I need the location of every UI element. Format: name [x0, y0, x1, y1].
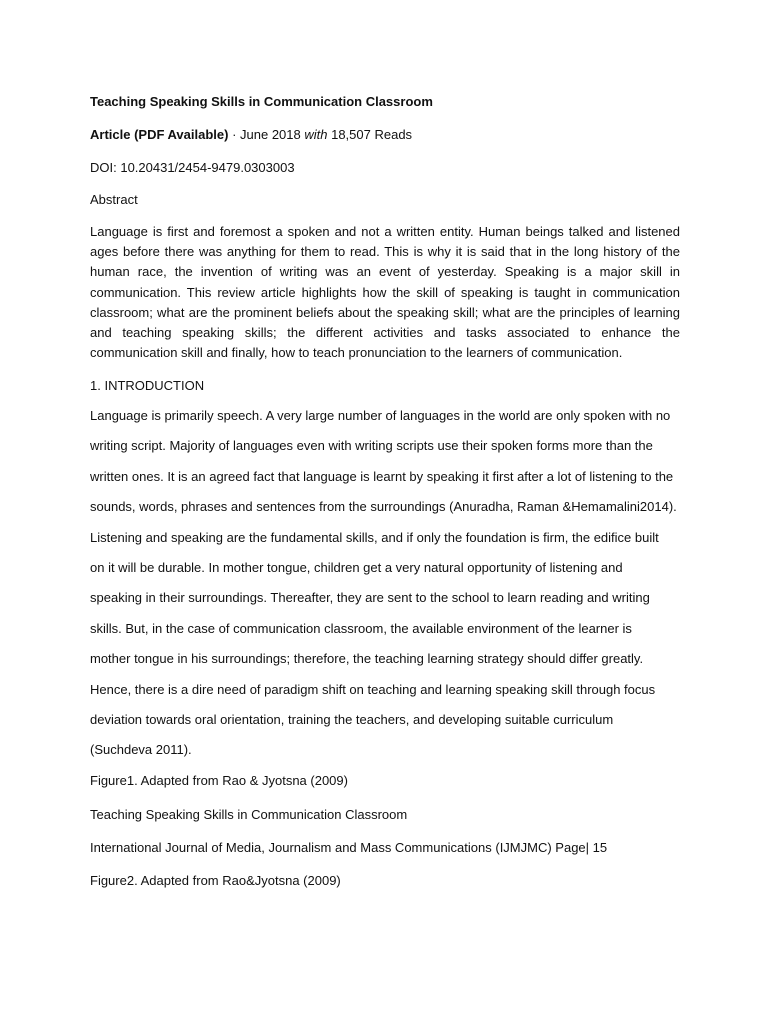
abstract-heading: Abstract [90, 192, 138, 207]
introduction-line: Listening and speaking are the fundamental skills, and if only the foundation is firm, the edifice built [90, 529, 659, 545]
introduction-line: written ones. It is an agreed fact that language is learnt by speaking it first after a lot of listening to the [90, 468, 674, 484]
abstract-text: Language is first and foremost a spoken and not a written entity. Human beings talked and listened ages before there was anything for them to read. This is why it is said that in the long history of the human race, the invention of writing was an event of yesterday. Speaking is a major skill in communication. This review article highlights how the skill of speaking is taught in communication classroom; what are the prominent beliefs about the speaking skill; what are the principles of learning and teaching speaking skills; the different activities and tasks associated to enhance the communication skill and finally, how to teach pronunciation to the learners of communication. [90, 224, 680, 361]
introduction-line: writing script. Majority of languages even with writing scripts use their spoken forms more than the [90, 438, 653, 454]
article-doi: DOI: 10.20431/2454-9479.0303003 [90, 160, 295, 175]
introduction-line: deviation towards oral orientation, training the teachers, and developing suitable curriculum [90, 711, 614, 727]
figure2-caption: Figure2. Adapted from Rao&Jyotsna (2009) [90, 873, 341, 888]
introduction-heading: 1. INTRODUCTION [90, 378, 205, 393]
article-reads: 18,507 Reads [327, 127, 413, 142]
introduction-line: Language is primarily speech. A very large number of languages in the world are only spoken with no [90, 408, 671, 423]
journal-footer: International Journal of Media, Journalism and Mass Communications (IJMJMC) Page| 15 [90, 840, 608, 855]
introduction-line: Hence, there is a dire need of paradigm shift on teaching and learning speaking skill through focus [90, 681, 656, 697]
introduction-line: mother tongue in his surroundings; therefore, the teaching learning strategy should differ greatly. [90, 651, 644, 667]
article-type: Article (PDF Available) [90, 127, 229, 142]
introduction-line: sounds, words, phrases and sentences from the surroundings (Anuradha, Raman &Hemamalini2014). [90, 499, 677, 515]
introduction-line: on it will be durable. In mother tongue, children get a very natural opportunity of listening and [90, 559, 623, 575]
article-with: with [304, 127, 328, 142]
article-title: Teaching Speaking Skills in Communication Classroom [90, 94, 433, 109]
introduction-body [90, 406, 690, 771]
running-title: Teaching Speaking Skills in Communication Classroom [90, 807, 408, 822]
article-meta [90, 125, 680, 145]
article-date: · June 2018 [228, 127, 305, 142]
figure1-caption: Figure1. Adapted from Rao & Jyotsna (2009) [90, 773, 348, 788]
introduction-line: speaking in their surroundings. Thereafter, they are sent to the school to learn reading and writing [90, 590, 650, 606]
introduction-line: skills. But, in the case of communication classroom, the available environment of the learner is [90, 620, 632, 636]
introduction-line: (Suchdeva 2011). [90, 742, 192, 758]
